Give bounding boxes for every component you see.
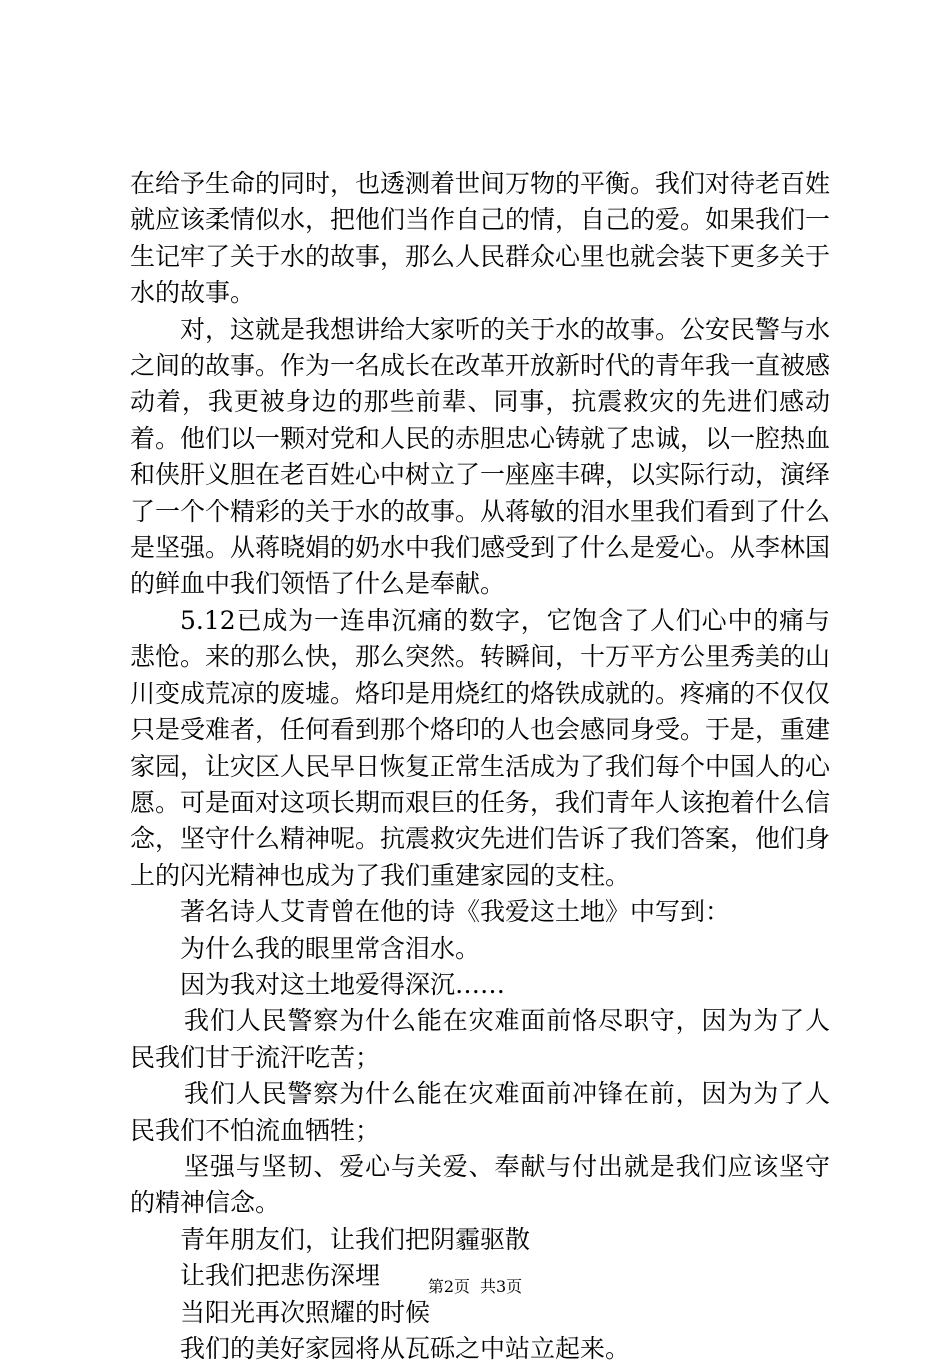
document-body [130,166,830,1367]
paragraph-water-story: 对，这就是我想讲给大家听的关于水的故事。公安民警与水之间的故事。作为一名成长在改革开放新时代的青年我一直被感动着，我更被身边的那些前辈、同事，抗震救灾的先进们感动着。他们以一颗对党和人民的赤胆忠心铸就了忠诚，以一腔热血和侠肝义胆在老百姓心中树立了一座座丰碑，以实际行动，演绎了一个个精彩的关于水的故事。从蒋敏的泪水里我们看到了什么是坚强。从蒋晓娟的奶水中我们感受到了什么是爱心。从李林国的鲜血中我们领悟了什么是奉献。 [130,314,831,599]
closing-line-4: 我们的美好家园将从瓦砾之中站立起来。 [180,1334,631,1363]
page-footer [0,1277,950,1297]
closing-line-3: 当阳光再次照耀的时候 [180,1297,431,1327]
poem-line-1: 为什么我的眼里常含泪水。 [180,933,481,963]
page-number-current: 第2页 [427,1277,470,1296]
paragraph-continuation: 在给予生命的同时，也透测着世间万物的平衡。我们对待老百姓就应该柔情似水，把他们当作自己的情，自己的爱。如果我们一生记牢了关于水的故事，那么人民群众心里也就会装下更多关于水的故事。 [130,169,831,308]
closing-line-1: 青年朋友们，让我们把阴霾驱散 [180,1224,531,1254]
paragraph-police-sacrifice: 我们人民警察为什么能在灾难面前冲锋在前，因为为了人民我们不怕流血牺牲； [130,1079,830,1145]
paragraph-poem-intro: 著名诗人艾青曾在他的诗《我爱这土地》中写到： [180,897,731,927]
paragraph-spirit-belief: 坚强与坚韧、爱心与关爱、奉献与付出就是我们应该坚守的精神信念。 [130,1151,830,1218]
closing-line-2: 让我们把悲伤深埋 [180,1261,381,1291]
poem-line-2: 因为我对这土地爱得深沉…… [180,969,506,999]
paragraph-police-duty: 我们人民警察为什么能在灾难面前恪尽职守，因为为了人民我们甘于流汗吃苦； [130,1006,830,1072]
paragraph-earthquake: 5.12已成为一连串沉痛的数字，它饱含了人们心中的痛与悲怆。来的那么快，那么突然。转瞬间，十万平方公里秀美的山川变成荒凉的废墟。烙印是用烧红的烙铁成就的。疼痛的不仅仅只是受难者，任何看到那个烙印的人也会感同身受。于是，重建家园，让灾区人民早日恢复正常生活成为了我们每个中国人的心愿。可是面对这项长期而艰巨的任务，我们青年人该抱着什么信念，坚守什么精神呢。抗震救灾先进们告诉了我们答案，他们身上的闪光精神也成为了我们重建家园的支柱。 [130,605,831,890]
page-number-total: 共3页 [480,1277,523,1296]
